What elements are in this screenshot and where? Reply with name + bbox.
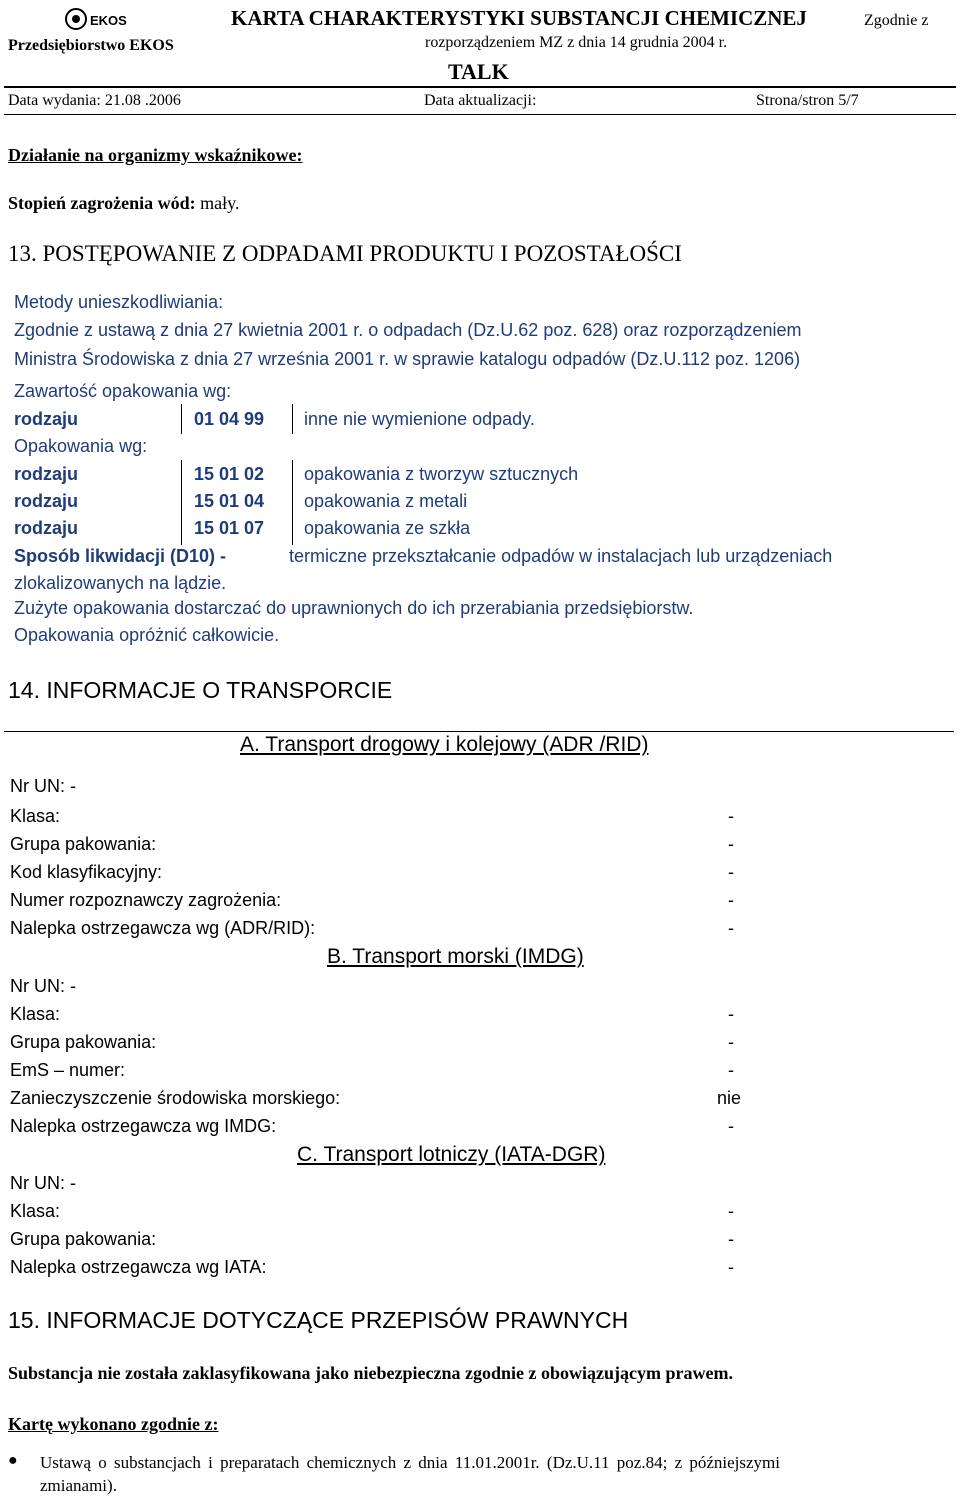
disposal-label: Sposób likwidacji (D10) - — [14, 546, 227, 566]
road-class-value: - — [728, 806, 734, 826]
sea-class-label: Klasa: — [10, 1004, 61, 1024]
packaging-kind: rodzaju — [14, 518, 79, 538]
packaging-desc: opakowania z metali — [304, 491, 468, 511]
water-hazard-label: Stopień zagrożenia wód: — [8, 193, 196, 213]
methods-line-1: Zgodnie z ustawą z dnia 27 kwietnia 2001 r. o odpadach (Dz.U.62 poz. 628) oraz rozporządzeniem — [14, 320, 802, 340]
document-title: KARTA CHARAKTERYSTYKI SUBSTANCJI CHEMICZNEJ — [231, 6, 807, 30]
road-packing-group-label: Grupa pakowania: — [10, 834, 157, 854]
column-divider — [292, 404, 293, 434]
header-divider — [4, 86, 956, 88]
road-class-label: Klasa: — [10, 806, 61, 826]
content-desc: inne nie wymienione odpady. — [304, 409, 535, 429]
road-classification-code-label: Kod klasyfikacyjny: — [10, 862, 163, 882]
sea-warning-label-value: - — [728, 1116, 734, 1136]
air-warning-label-label: Nalepka ostrzegawcza wg IATA: — [10, 1257, 267, 1277]
packaging-kind: rodzaju — [14, 464, 79, 484]
packaging-code: 15 01 02 — [194, 464, 265, 484]
sea-marine-pollutant-label: Zanieczyszczenie środowiska morskiego: — [10, 1088, 341, 1108]
legal-basis-item-line-1: Ustawą o substancjach i preparatach chemicznych z dnia 11.01.2001r. (Dz.U.11 poz.84; z późniejszymi — [40, 1453, 781, 1472]
product-name: TALK — [448, 59, 509, 84]
water-hazard — [8, 193, 240, 214]
used-packaging-note: Zużyte opakowania dostarczać do uprawnionych do ich przerabiania przedsiębiorstw. — [14, 598, 694, 618]
content-label: Zawartość opakowania wg: — [14, 381, 232, 401]
indicator-organisms-label: Działanie na organizmy wskaźnikowe: — [8, 145, 303, 165]
road-classification-code-value: - — [728, 862, 734, 882]
section-13-title: 13. POSTĘPOWANIE Z ODPADAMI PRODUKTU I POZOSTAŁOŚCI — [8, 241, 682, 266]
legal-basis-item-line-2: zmianami). — [40, 1476, 117, 1495]
page-number: Strona/stron 5/7 — [756, 92, 859, 109]
road-warning-label-value: - — [728, 918, 734, 938]
empty-packaging-note: Opakowania opróżnić całkowicie. — [14, 625, 280, 645]
methods-label: Metody unieszkodliwiania: — [14, 292, 224, 312]
water-hazard-value: mały. — [200, 193, 240, 213]
air-class-label: Klasa: — [10, 1201, 61, 1221]
disposal-text-2: zlokalizowanych na lądzie. — [14, 573, 227, 593]
classification-statement: Substancja nie została zaklasyfikowana jako niebezpieczna zgodnie z obowiązującym prawem. — [8, 1363, 733, 1383]
content-kind: rodzaju — [14, 409, 79, 429]
header-bottom-divider — [4, 114, 956, 115]
packaging-desc: opakowania z tworzyw sztucznych — [304, 464, 579, 484]
road-transport-title: A. Transport drogowy i kolejowy (ADR /RID) — [240, 733, 649, 756]
transport-top-rule — [4, 731, 954, 732]
road-hazard-number-value: - — [728, 890, 734, 910]
bullet-icon: ● — [8, 1452, 18, 1469]
sea-un-number: Nr UN: - — [10, 976, 76, 996]
packaging-kind: rodzaju — [14, 491, 79, 511]
road-warning-label-label: Nalepka ostrzegawcza wg (ADR/RID): — [10, 918, 316, 938]
air-class-value: - — [728, 1201, 734, 1221]
packaging-code: 15 01 07 — [194, 518, 265, 538]
column-divider — [181, 460, 182, 545]
methods-line-2: Ministra Środowiska z dnia 27 września 2001 r. w sprawie katalogu odpadów (Dz.U.112 poz. 1206) — [14, 349, 801, 369]
air-un-number: Nr UN: - — [10, 1173, 76, 1193]
compliance-label: Zgodnie z — [864, 12, 929, 29]
packaging-desc: opakowania ze szkła — [304, 518, 471, 538]
air-warning-label-value: - — [728, 1257, 734, 1277]
sea-ems-label: EmS – numer: — [10, 1060, 126, 1080]
air-packing-group-label: Grupa pakowania: — [10, 1229, 157, 1249]
regulation-text: rozporządzeniem MZ z dnia 14 grudnia 2004 r. — [425, 34, 728, 51]
sea-transport-title: B. Transport morski (IMDG) — [327, 945, 584, 968]
sea-packing-group-label: Grupa pakowania: — [10, 1032, 157, 1052]
content-code: 01 04 99 — [194, 409, 265, 429]
column-divider — [181, 404, 182, 434]
company-name: Przedsiębiorstwo EKOS — [8, 37, 174, 54]
section-15-title: 15. INFORMACJE DOTYCZĄCE PRZEPISÓW PRAWNYCH — [8, 1307, 629, 1333]
sea-warning-label-label: Nalepka ostrzegawcza wg IMDG: — [10, 1116, 277, 1136]
sea-ems-value: - — [728, 1060, 734, 1080]
ekos-logo — [62, 6, 134, 32]
update-date-label: Data aktualizacji: — [424, 92, 537, 109]
packaging-code: 15 01 04 — [194, 491, 265, 511]
packaging-label: Opakowania wg: — [14, 436, 148, 456]
road-un-number: Nr UN: - — [10, 776, 76, 796]
sea-packing-group-value: - — [728, 1032, 734, 1052]
air-packing-group-value: - — [728, 1229, 734, 1249]
section-14-title: 14. INFORMACJE O TRANSPORCIE — [8, 677, 393, 703]
svg-text:EKOS: EKOS — [90, 13, 127, 28]
sea-marine-pollutant-value: nie — [717, 1088, 742, 1108]
basis-label: Kartę wykonano zgodnie z: — [8, 1414, 219, 1434]
road-hazard-number-label: Numer rozpoznawczy zagrożenia: — [10, 890, 282, 910]
road-packing-group-value: - — [728, 834, 734, 854]
issue-date: Data wydania: 21.08 .2006 — [8, 92, 181, 109]
disposal-text-1: termiczne przekształcanie odpadów w instalacjach lub urządzeniach — [289, 546, 833, 566]
air-transport-title: C. Transport lotniczy (IATA-DGR) — [297, 1143, 606, 1166]
sea-class-value: - — [728, 1004, 734, 1024]
column-divider — [292, 460, 293, 545]
